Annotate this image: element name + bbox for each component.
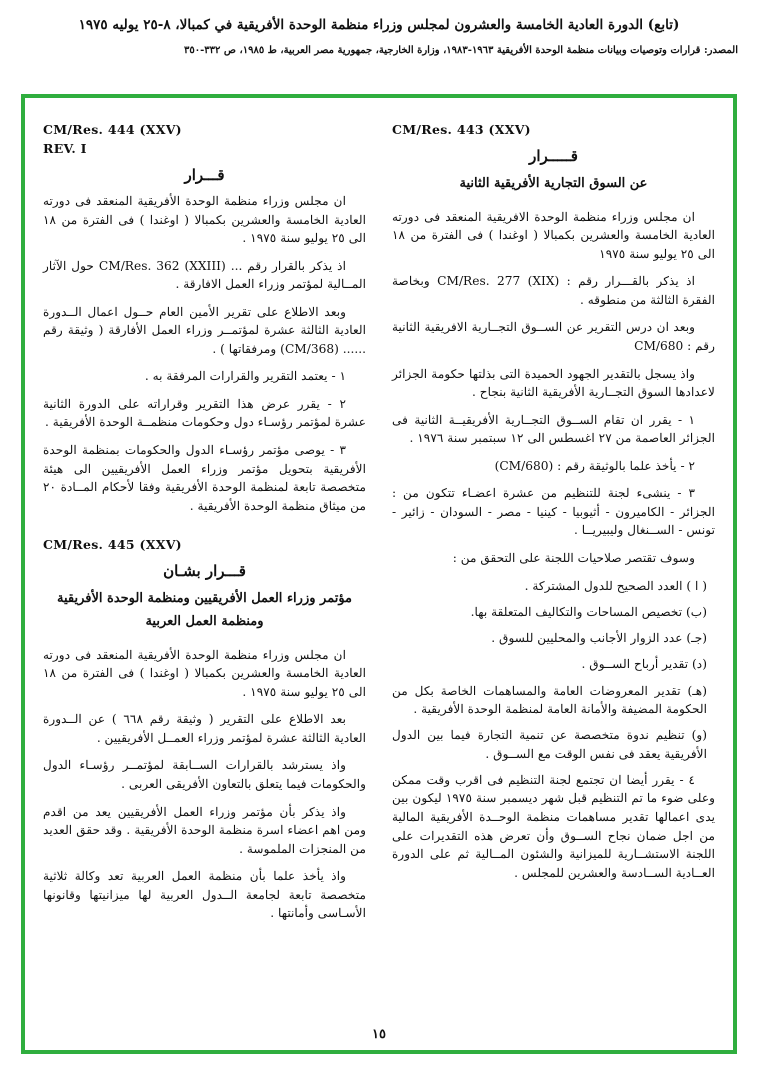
- sub-item-d-443: (د) تقدير أرباح الســوق .: [581, 657, 707, 672]
- resolution-item-1-443: ١ - يقرر ان تقام الســوق التجــارية الأفريقيــة الثانية فى الجزائر العاصمة من ٢٧ اغسطس الى ١٢ سبتمبر سنة ١٩٧٦ .: [392, 412, 715, 446]
- sub-item-c-443: (جـ) عدد الزوار الأجانب والمحليين للسوق .: [491, 631, 707, 646]
- paragraph-report-444: وبعد الاطلاع على تقرير الأمين العام حــول اعمال الــدورة العادية الثالثة عشرة لمؤتمــر وزراء العمل الأفارقة ( وثيقة رقم ...... (CM/368) ومرفقاتها ) .: [43, 304, 366, 356]
- resolution-item-2-443: ٢ - يأخذ علما بالوثيقة رقم : (CM/680): [494, 458, 695, 473]
- resolution-item-2-444: ٢ - يقرر عرض هذا التقرير وقراراته على الدورة الثانية عشرة لمؤتمر رؤسـاء دول وحكومات منظمــة الوحدة الأفريقية .: [43, 396, 366, 430]
- paragraph-recall-444: اذ يذكر بالقرار رقم ... CM/Res. 362 (XXIII) حول الآثار المــالية لمؤتمر وزراء العمل الافارقة .: [43, 258, 366, 292]
- resolution-ref-444: CM/Res. 444 (XXV): [43, 122, 182, 137]
- column-right: [392, 122, 715, 1004]
- session-title: (تابع) الدورة العادية الخامسة والعشرون لمجلس وزراء منظمة الوحدة الأفريقية في كمبالا، ٨-٢٥ يوليه ١٩٧٥: [78, 17, 680, 33]
- two-column-content: [25, 98, 733, 1050]
- resolution-item-3-444: ٣ - يوصى مؤتمر رؤسـاء الدول والحكومات بمنظمة الوحدة الأفريقية بتحويل مؤتمر وزراء العمل الأفريقيين الى هيئة متخصصة تابعة لمنظمة الوحدة الأفريقية وفقا لأحكام المــادة ٢٠ من ميثاق منظمة الوحدة الأفريقية .: [43, 443, 366, 513]
- paragraph-recall-445: واذ يذكر بأن مؤتمر وزراء العمل الأفريقيين يعد من اقدم ومن اهم اعضاء اسرة منظمة الوحدة الأفريقية . وقد حقق العديد من المنجزات الملموسة .: [43, 804, 366, 856]
- resolution-item-3-443: ٣ - ينشىء لجنة للتنظيم من عشرة اعضـاء تتكون من : الجزائر - الكاميرون - أثيوبيا - كينيا - مصر - السودان - زائير - تونس - الســنغال وليبيريــا .: [392, 486, 715, 538]
- resolution-subtitle-443: عن السوق التجارية الأفريقية الثانية: [459, 176, 648, 191]
- paragraph-recall-443: اذ يذكر بالقـــرار رقم : CM/Res. 277 (XIX) وبخاصة الفقرة الثالثة من منطوقه .: [392, 274, 715, 307]
- page-number: ١٥: [372, 1027, 386, 1042]
- content-frame: [21, 94, 737, 1054]
- resolution-ref-445: CM/Res. 445 (XXV): [43, 537, 182, 553]
- paragraph-report-445: بعد الاطلاع على التقرير ( وثيقة رقم ٦٦٨ ) عن الــدورة العادية الثالثة عشرة لمؤتمر وزراء العمــل الأفريقيين .: [43, 712, 366, 745]
- resolution-subtitle-445: مؤتمر وزراء العمل الأفريقيين ومنظمة الوحدة الأفريقية ومنظمة العمل العربية: [56, 591, 353, 629]
- resolution-item-1-444: ١ - يعتمد التقرير والقرارات المرفقة به .: [144, 369, 346, 384]
- resolution-rev-444: REV. I: [43, 141, 87, 156]
- resolution-title-443: قـــــرار: [529, 147, 578, 165]
- paragraph-opening-443: ان مجلس وزراء منظمة الوحدة الافريقية المنعقد فى دورته العادية الخامسة والعشرين بكمبالا ( اوغندا ) فى الفترة من ١٨ الى ٢٥ يوليو سنة ١٩٧٥: [392, 209, 715, 261]
- paragraph-note-445: واذ يأخذ علما بأن منظمة العمل العربية تعد وكالة ثلاثية متخصصة تابعة لجامعة الــدول العربية لها ميزانيتها وقانونها الأسـاسى وأمانتها .: [43, 869, 366, 921]
- paragraph-opening-445: ان مجلس وزراء منظمة الوحدة الأفريقية المنعقد فى دورته العادية الخامسة والعشرين بكمبالا ( اوغندا ) فى الفترة من ١٨ الى ٢٥ يوليو سنة ١٩٧٥ .: [43, 647, 366, 699]
- paragraph-opening-444: ان مجلس وزراء منظمة الوحدة الأفريقية المنعقد فى دورته العادية الخامسة والعشرين بكمبالا ( اوغندا ) فى الفترة من ١٨ الى ٢٥ يوليو سنة ١٩٧٥ .: [43, 194, 366, 246]
- resolution-title-444: قـــرار: [184, 166, 225, 184]
- paragraph-record-443: واذ يسجل بالتقدير الجهود الحميدة التى بذلتها حكومة الجزائر لاعدادها السوق التجــارية الأفريقية الثانية بنجاح .: [392, 366, 715, 400]
- sub-item-f-443: (و) تنظيم ندوة متخصصة عن تنمية التجارة فيما بين الدول الأفريقية يعقد فى نفس الوقت مع الســوق .: [392, 728, 707, 761]
- column-left: [43, 122, 366, 1004]
- resolution-title-445: قـــرار بشـان: [163, 562, 246, 581]
- sub-item-e-443: (هـ) تقدير المعروضات العامة والمساهمات الخاصة بكل من الحكومة المضيفة والأمانة العامة لمنظمة الوحدة الأفريقية .: [392, 683, 707, 716]
- page-header: [0, 0, 758, 58]
- paragraph-report-443: وبعد ان درس التقرير عن الســوق التجــارية الافريقية الثانية رقم : CM/680: [392, 320, 715, 354]
- paragraph-scope-443: وسوف تقتصر صلاحيات اللجنة على التحقق من :: [452, 550, 695, 565]
- sub-item-b-443: (ب) تخصيص المساحات والتكاليف المتعلقة بها.: [470, 604, 707, 619]
- sub-item-a-443: ( ا ) العدد الصحيح للدول المشتركة .: [524, 578, 707, 593]
- resolution-item-4-443: ٤ - يقرر أيضا ان تجتمع لجنة التنظيم فى اقرب وقت ممكن وعلى ضوء ما تم التنظيم قبل شهر ديسمبر سنة ١٩٧٥ ليكون بين يدى اعمالها تقدير مساهمات منظمة الوحــدة الأفريقية المالية من اجل ضمان نجاح الســوق وأن تعرض هذه التقديرات على اللجنة الاستشــارية للميزانية والشئون المــالية ثم على الدورة العــادية الســادسة والعشرين للمجلس .: [392, 772, 715, 880]
- paragraph-guided-445: واذ يسترشد بالقرارات الســابقة لمؤتمــر رؤسـاء الدول والحكومات فيما يتعلق بالتعاون الأفريقى العربى .: [43, 758, 366, 791]
- source-note: المصدر: قرارات وتوصيات وبيانات منظمة الوحدة الأفريقية ١٩٦٣-١٩٨٣، وزارة الخارجية، جمهورية مصر العربية، ط ١٩٨٥، ص ٣٣٢-٣٥٠: [184, 44, 738, 56]
- resolution-ref-443: CM/Res. 443 (XXV): [392, 122, 531, 137]
